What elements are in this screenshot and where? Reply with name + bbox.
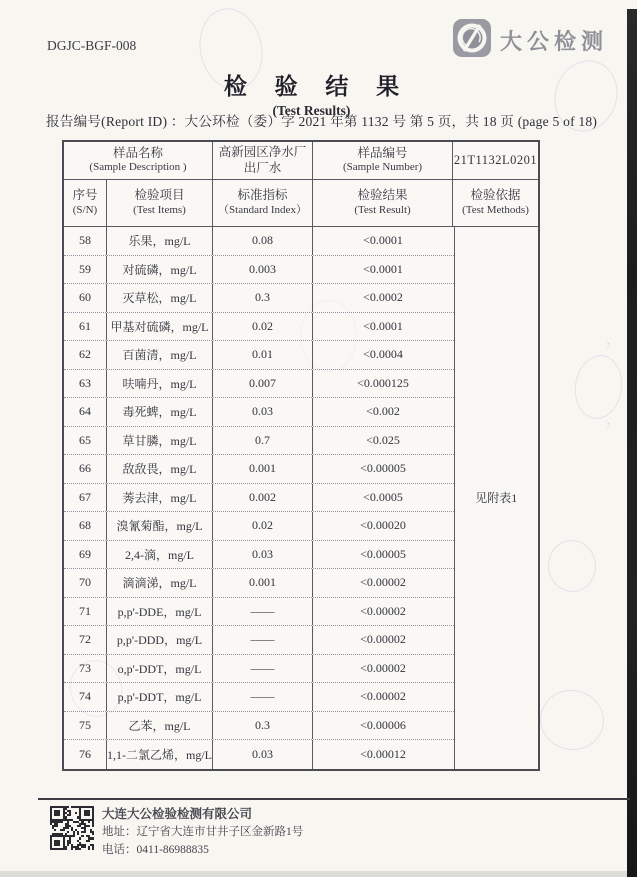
logo-icon [452,18,492,63]
cell-test-result: <0.0001 [363,261,403,276]
cell-sn: 62 [64,341,107,369]
results-table [62,140,540,771]
table-sample-header-row [64,142,538,180]
cell-test-item: 莠去津，mg/L [107,484,213,512]
page-title: 检 验 结 果 [223,74,411,99]
cell-test-item: p,p'-DDT，mg/L [107,683,213,711]
table-row [64,512,454,541]
cell-test-result: <0.025 [366,432,400,447]
company-logo [452,18,608,63]
cell-standard-index: 0.3 [213,712,313,740]
scan-sidemark: ·''· [603,420,609,431]
table-row [64,398,454,427]
col-header-sn: 序号 (S/N) [64,180,107,227]
cell-test-item: 2,4-滴，mg/L [107,541,213,569]
footer-company-name: 大连大公检验检测有限公司 [102,807,253,821]
cell-sn: 64 [64,398,107,426]
footer-phone: 电话：0411-86988835 [102,844,209,857]
table-row [64,541,454,570]
cell-test-item: 百菌清，mg/L [107,341,213,369]
cell-standard-index: 0.03 [213,398,313,426]
cell-standard-index: 0.7 [213,427,313,455]
col-header-test-result: 检验结果 (Test Result) [313,180,453,227]
scan-edge-bottom [0,871,627,877]
cell-standard-index: 0.003 [213,256,313,284]
cell-standard-index: —— [213,598,313,626]
cell-standard-index: —— [213,626,313,654]
cell-test-item: 乐果，mg/L [107,227,213,255]
table-row [64,313,454,342]
cell-test-result: <0.00002 [360,660,406,675]
cell-test-result: <0.00012 [360,746,406,761]
cell-standard-index: 0.03 [213,541,313,569]
table-row [64,484,454,513]
cell-sn: 60 [64,284,107,312]
footer-info [102,805,303,860]
cell-sn: 66 [64,455,107,483]
table-row [64,341,454,370]
cell-test-result: <0.00002 [360,689,406,704]
col-header-test-methods: 检验依据 (Test Methods) [453,180,538,227]
cell-test-result: <0.0002 [363,290,403,305]
table-row [64,626,454,655]
cell-test-item: 滴滴涕，mg/L [107,569,213,597]
logo-text: 大公检测 [500,29,609,54]
cell-standard-index: 0.08 [213,227,313,255]
cell-test-result: <0.000125 [357,375,409,390]
cell-test-item: 呋喃丹，mg/L [107,370,213,398]
table-row [64,284,454,313]
cell-test-item: 灭草松，mg/L [107,284,213,312]
cell-test-item: p,p'-DDD，mg/L [107,626,213,654]
cell-standard-index: 0.02 [213,313,313,341]
cell-test-result: <0.0001 [363,318,403,333]
table-row [64,227,454,256]
cell-standard-index: 0.002 [213,484,313,512]
cell-test-result: <0.00020 [360,518,406,533]
scan-edge-right [627,9,637,877]
table-column-header-row [64,180,538,227]
cell-standard-index: 0.02 [213,512,313,540]
cell-test-result: <0.00006 [360,717,406,732]
cell-test-item: 毒死蜱，mg/L [107,398,213,426]
cell-test-result: <0.0004 [363,347,403,362]
footer-address: 地址：辽宁省大连市甘井子区金新路1号 [102,826,304,839]
sample-description-value: 高新园区净水厂出厂水 [213,142,313,180]
cell-test-result: <0.00002 [360,603,406,618]
col-header-test-items: 检验项目 (Test Items) [107,180,213,227]
cell-sn: 73 [64,655,107,683]
cell-test-result: <0.002 [366,404,400,419]
cell-test-result: <0.00002 [360,575,406,590]
form-code: DGJC-BGF-008 [47,38,137,53]
cell-sn: 71 [64,598,107,626]
cell-standard-index: —— [213,683,313,711]
cell-standard-index: —— [213,655,313,683]
cell-test-result: <0.0005 [363,489,403,504]
table-row [64,655,454,684]
cell-standard-index: 0.3 [213,284,313,312]
scan-scribble [571,352,626,422]
cell-test-item: 敌敌畏，mg/L [107,455,213,483]
sample-description-header: 样品名称 (Sample Description ) [64,142,213,180]
cell-sn: 74 [64,683,107,711]
table-row [64,370,454,399]
table-row [64,427,454,456]
cell-sn: 69 [64,541,107,569]
cell-test-result: <0.00002 [360,632,406,647]
cell-test-item: 草甘膦，mg/L [107,427,213,455]
test-methods-merged-cell: 见附表1 [454,227,538,769]
table-row [64,455,454,484]
cell-test-item: 对硫磷，mg/L [107,256,213,284]
table-row [64,712,454,741]
cell-sn: 61 [64,313,107,341]
cell-sn: 58 [64,227,107,255]
sample-number-header: 样品编号 (Sample Number) [313,142,453,180]
cell-sn: 59 [64,256,107,284]
table-row [64,569,454,598]
scan-scribble [534,684,609,756]
scan-sidemark: ·''· [603,340,609,351]
cell-test-item: 甲基对硫磷，mg/L [107,313,213,341]
report-id-line: 报告编号(Report ID) ：大公环检（委）字 2021 年第 1132 号 第 5 页，共 18 页 (page 5 of 18) [46,114,598,129]
cell-sn: 63 [64,370,107,398]
col-header-standard-index: 标准指标 （Standard Index） [213,180,313,227]
cell-test-result: <0.00005 [360,461,406,476]
sample-number-value: 21T1132L0201 [453,142,538,180]
cell-test-item: p,p'-DDE，mg/L [107,598,213,626]
cell-sn: 72 [64,626,107,654]
scan-scribble [546,538,598,594]
cell-sn: 75 [64,712,107,740]
cell-sn: 65 [64,427,107,455]
cell-standard-index: 0.03 [213,740,313,769]
page-subtitle: (Test Results) [272,103,351,118]
table-row [64,598,454,627]
cell-standard-index: 0.01 [213,341,313,369]
cell-test-item: 1,1-二氯乙烯，mg/L [107,740,213,769]
cell-sn: 68 [64,512,107,540]
qr-code [50,806,94,850]
cell-standard-index: 0.001 [213,455,313,483]
table-row [64,740,454,769]
table-row [64,683,454,712]
cell-test-result: <0.00005 [360,546,406,561]
cell-test-item: 溴氰菊酯，mg/L [107,512,213,540]
table-body-rows [64,227,454,769]
cell-test-result: <0.0001 [363,233,403,248]
cell-test-item: o,p'-DDT，mg/L [107,655,213,683]
cell-standard-index: 0.001 [213,569,313,597]
cell-test-item: 乙苯，mg/L [107,712,213,740]
table-row [64,256,454,285]
cell-sn: 70 [64,569,107,597]
footer-rule [38,798,630,800]
cell-sn: 76 [64,740,107,769]
cell-standard-index: 0.007 [213,370,313,398]
cell-sn: 67 [64,484,107,512]
